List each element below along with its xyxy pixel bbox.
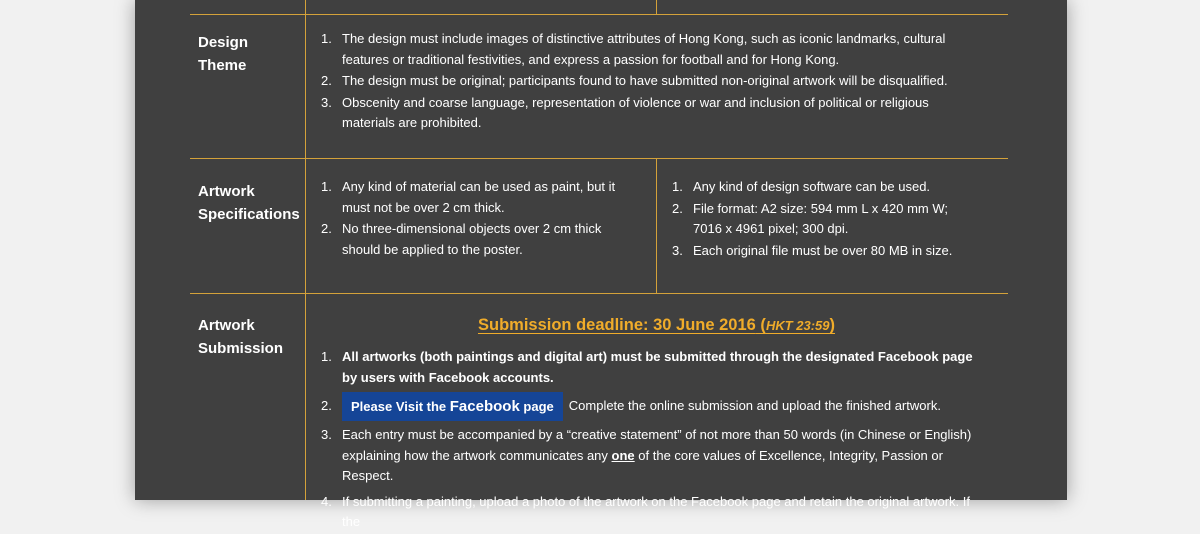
label-line: Artwork [198,317,255,334]
list-item [672,199,977,240]
item-number: 3. [321,94,332,110]
item-text: of the core values of Excellence, Integrity, Passion or Respect. [342,447,943,484]
label-line: Specifications [198,206,300,223]
item-text: Complete the online submission and upload the finished artwork. [568,398,941,413]
item-text: Obscenity and coarse language, representation of violence or war and inclusion of political or religious materials are prohibited. [342,94,929,130]
item-text: Each original file must be over 80 MB in size. [693,242,953,258]
submission-deadline [305,314,1008,337]
emphasis-text: one [611,447,635,463]
deadline-paren-close: ) [829,316,836,334]
artwork-submission-label [198,314,283,360]
artwork-specifications-label [198,180,300,226]
list-item [321,347,981,388]
item-text: No three-dimensional objects over 2 cm thick should be applied to the poster. [342,221,602,257]
button-text: page [519,399,554,415]
button-text-facebook: Facebook [449,398,520,416]
item-text: Each entry must be accompanied by a “creative statement” of not more than 50 words (in Chinese or English) explaining how the artwork communicates any [342,427,972,463]
list-item [321,93,981,134]
design-theme-label [198,31,248,77]
item-number: 3. [321,427,332,443]
column-divider [305,0,306,500]
item-text: If submitting a painting, upload a photo of the artwork on the Facebook page and retain the original artwork. If the [342,493,970,530]
list-item [321,425,981,487]
item-text: Any kind of material can be used as paint, but it must not be over 2 cm thick. [342,179,616,215]
column-divider [656,0,657,14]
list-item [321,29,981,70]
item-number: 2. [672,200,683,216]
item-number: 1. [321,349,332,364]
painting-specs-list [321,177,633,261]
item-number: 1. [321,31,332,46]
row-divider [190,158,1008,159]
item-number: 2. [321,73,332,88]
rules-table [190,0,1008,530]
design-theme-list [321,29,981,135]
list-item [321,219,633,260]
digital-specs-list [672,177,977,262]
item-text: Any kind of design software can be used. [693,179,931,194]
list-item [321,492,981,533]
list-item [672,241,977,262]
row-divider [190,14,1008,15]
label-line: Theme [198,57,247,74]
label-line: Submission [198,340,284,357]
item-text: File format: A2 size: 594 mm L x 420 mm W; 7016 x 4961 pixel; 300 dpi. [693,200,949,236]
submission-list [321,347,981,534]
button-text: Please Visit the [351,399,450,415]
deadline-text: Submission deadline: 30 June 2016 [477,316,756,334]
item-text: All artworks (both paintings and digital art) must be submitted through the designated Facebook page by users with Facebook accounts. [342,349,973,385]
deadline-paren-open: ( [755,316,766,334]
item-number: 1. [321,179,332,194]
content-panel [135,0,1067,530]
row-divider [190,293,1008,294]
label-line: Design [198,34,249,51]
deadline-text-group [478,316,835,334]
list-item [321,177,633,218]
item-text: The design must include images of distinctive attributes of Hong Kong, such as iconic landmarks, cultural features or traditional festivities, and express a passion for football and for Hong Kong. [342,31,946,67]
list-item [672,177,977,198]
item-number: 2. [321,221,332,236]
item-number: 3. [672,242,683,258]
item-number: 1. [672,179,683,194]
item-number: 2. [321,398,332,413]
list-item [321,391,981,421]
visit-facebook-page-button[interactable] [342,392,563,421]
item-number: 4. [321,493,332,509]
list-item [321,71,981,92]
deadline-time: HKT 23:59 [765,318,830,333]
label-line: Artwork [198,183,255,200]
item-text: The design must be original; participants found to have submitted non-original artwork will be disqualified. [342,73,948,88]
column-divider [656,158,657,293]
